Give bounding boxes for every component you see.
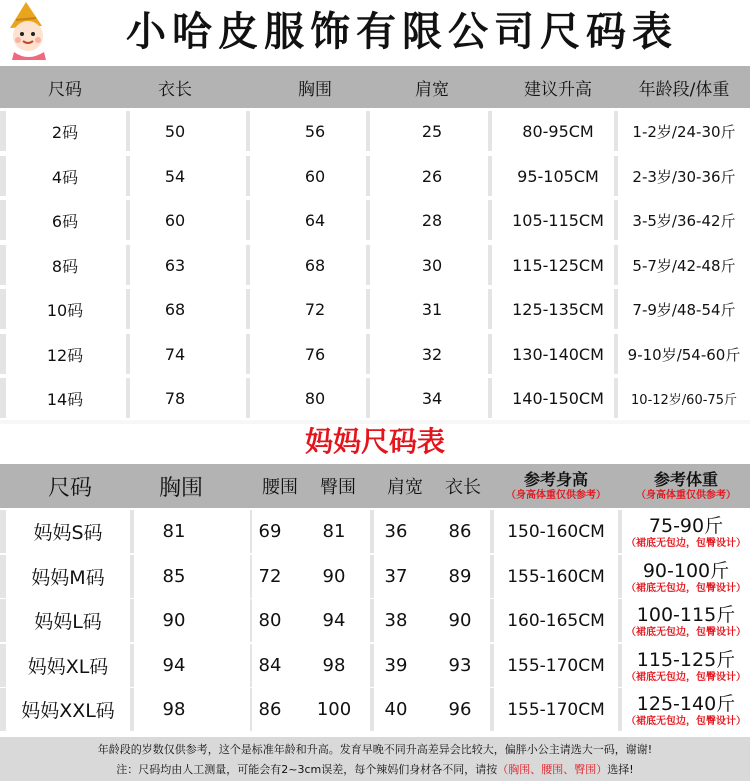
mom-weight-note: （裙底无包边，包臀设计） <box>626 715 746 727</box>
kids-table-cell: 60 <box>164 210 186 230</box>
mom-table-cell: 90 <box>162 610 186 631</box>
mom-table-cell: 81 <box>162 521 186 542</box>
kids-header-cell: 胸围 <box>298 79 332 100</box>
kids-header-row <box>0 66 750 108</box>
kids-table-row <box>0 378 750 418</box>
mom-header-cell: 腰围 <box>262 477 298 498</box>
mom-table-row <box>0 688 750 731</box>
kids-table-cell: 78 <box>164 388 186 408</box>
mom-header-label: 参考身高 <box>523 470 588 489</box>
mom-weight-value: 100-115斤 <box>636 603 736 626</box>
page-title: 小哈皮服饰有限公司尺码表 <box>126 8 678 55</box>
mom-header-cell <box>494 464 618 508</box>
mom-table-cell: 155-160CM <box>507 566 605 587</box>
mom-table-cell: 妈妈M码 <box>31 567 105 589</box>
mom-table-title: 妈妈尺码表 <box>304 425 445 458</box>
kids-table-cell: 32 <box>421 344 443 364</box>
footer-note-age: 年龄段的岁数仅供参考，这个是标准年龄和升高。发育早晚不同升高差异会比较大，偏胖小公主请选大一码，谢谢! <box>97 743 653 756</box>
kids-table-cell: 72 <box>304 299 326 319</box>
kids-table-cell: 125-135CM <box>512 299 604 319</box>
kids-table-cell: 30 <box>421 255 443 275</box>
mom-table-cell: 81 <box>322 521 346 542</box>
kids-table-cell: 34 <box>421 388 443 408</box>
mascot-icon <box>2 0 58 60</box>
mom-weight-cell <box>622 644 750 687</box>
mom-table-row <box>0 644 750 687</box>
mom-weight-note: （裙底无包边，包臀设计） <box>626 626 746 638</box>
mom-weight-cell <box>622 555 750 598</box>
mom-table-cell: 100 <box>316 699 352 720</box>
mom-table-cell: 69 <box>258 521 282 542</box>
mom-table-cell: 94 <box>322 610 346 631</box>
kids-table-cell: 76 <box>304 344 326 364</box>
kids-table-cell: 10码 <box>46 300 84 320</box>
mom-table-cell: 37 <box>384 566 408 587</box>
mom-weight-note: （裙底无包边，包臀设计） <box>626 537 746 549</box>
footer-note-prefix: 注：尺码均由人工测量，可能会有2~3cm误差，每个辣妈们身材各不同，请按 <box>116 763 498 776</box>
kids-table-cell: 31 <box>421 299 443 319</box>
kids-table-cell: 105-115CM <box>512 210 604 230</box>
mom-header-cell: 衣长 <box>445 477 481 498</box>
mom-weight-value: 75-90斤 <box>648 514 724 537</box>
mom-table-cell: 妈妈XXL码 <box>21 700 115 722</box>
kids-table-cell: 9-10岁/54-60斤 <box>627 345 741 364</box>
kids-table-cell: 50 <box>164 121 186 141</box>
kids-table-cell: 74 <box>164 344 186 364</box>
mom-table-cell: 40 <box>384 699 408 720</box>
kids-table-cell: 7-9岁/48-54斤 <box>632 300 736 319</box>
kids-table-row <box>0 156 750 196</box>
mom-table-cell: 36 <box>384 521 408 542</box>
mom-header-cell: 胸围 <box>158 475 203 501</box>
kids-header-cell: 衣长 <box>158 79 192 100</box>
kids-table-row <box>0 111 750 151</box>
kids-table-cell: 80-95CM <box>522 121 594 141</box>
mom-header-label: 参考体重 <box>653 470 718 489</box>
mom-header-cell <box>622 464 750 508</box>
mom-table-cell: 96 <box>448 699 472 720</box>
mom-header-row <box>0 464 750 508</box>
kids-table-row <box>0 334 750 374</box>
kids-table-cell: 10-12岁/60-75斤 <box>631 392 737 408</box>
mom-table-cell: 妈妈L码 <box>34 611 102 633</box>
mom-table-cell: 93 <box>448 655 472 676</box>
kids-table-cell: 14码 <box>46 389 84 409</box>
mom-table-cell: 86 <box>258 699 282 720</box>
mom-header-cell: 臀围 <box>320 477 356 498</box>
kids-table-cell: 3-5岁/36-42斤 <box>632 211 736 230</box>
mom-table-cell: 90 <box>322 566 346 587</box>
mom-table-cell: 86 <box>448 521 472 542</box>
footer-note-measure <box>0 761 750 777</box>
mom-table-cell: 84 <box>258 655 282 676</box>
mom-table-row <box>0 510 750 553</box>
mom-header-note: （身高体重仅供参考） <box>506 490 606 501</box>
kids-table-cell: 1-2岁/24-30斤 <box>632 122 736 141</box>
kids-table-cell: 68 <box>164 299 186 319</box>
mom-weight-cell <box>622 688 750 731</box>
mom-table-cell: 160-165CM <box>507 610 605 631</box>
footer-note-highlight: （胸围、腰围、臀围） <box>497 763 608 776</box>
kids-table-cell: 68 <box>304 255 326 275</box>
mom-table-cell: 150-160CM <box>507 521 605 542</box>
kids-table-cell: 4码 <box>51 167 79 187</box>
kids-table-cell: 56 <box>304 121 326 141</box>
kids-header-cell: 建议升高 <box>524 79 592 100</box>
header <box>0 0 750 62</box>
kids-table-cell: 8码 <box>51 256 79 276</box>
kids-table-cell: 2码 <box>51 122 79 142</box>
mom-table-cell: 妈妈XL码 <box>27 656 109 678</box>
kids-table-cell: 80 <box>304 388 326 408</box>
kids-table-cell: 95-105CM <box>517 166 599 186</box>
mom-table-cell: 39 <box>384 655 408 676</box>
mom-weight-value: 115-125斤 <box>636 648 736 671</box>
mom-weight-value: 90-100斤 <box>642 559 730 582</box>
mom-table-cell: 72 <box>258 566 282 587</box>
footer-notes <box>0 737 750 781</box>
mom-weight-cell <box>622 510 750 553</box>
kids-table-cell: 26 <box>421 166 443 186</box>
mom-weight-note: （裙底无包边，包臀设计） <box>626 671 746 683</box>
mom-table-cell: 妈妈S码 <box>33 522 103 544</box>
mom-table-cell: 90 <box>448 610 472 631</box>
mom-header-cell: 肩宽 <box>387 477 423 498</box>
kids-table-cell: 63 <box>164 255 186 275</box>
kids-header-cell: 年龄段/体重 <box>638 79 730 100</box>
kids-table-cell: 6码 <box>51 211 79 231</box>
kids-table-cell: 130-140CM <box>512 344 604 364</box>
mom-table-cell: 85 <box>162 566 186 587</box>
kids-header-cell: 肩宽 <box>415 79 449 100</box>
kids-table-cell: 64 <box>304 210 326 230</box>
kids-table-row <box>0 289 750 329</box>
mom-weight-note: （裙底无包边，包臀设计） <box>626 582 746 594</box>
mom-table-cell: 89 <box>448 566 472 587</box>
kids-table-cell: 2-3岁/30-36斤 <box>632 167 736 186</box>
kids-table-cell: 25 <box>421 121 443 141</box>
mom-weight-cell <box>622 599 750 642</box>
footer-note-suffix: 选择! <box>607 763 634 776</box>
kids-header-cell: 尺码 <box>48 79 82 100</box>
mom-table-cell: 98 <box>162 699 186 720</box>
kids-table-cell: 28 <box>421 210 443 230</box>
kids-table-row <box>0 200 750 240</box>
kids-table-row <box>0 245 750 285</box>
kids-table-cell: 60 <box>304 166 326 186</box>
mom-table-cell: 155-170CM <box>507 699 605 720</box>
mom-table-row <box>0 555 750 598</box>
mom-header-cell: 尺码 <box>47 475 92 501</box>
mom-table-row <box>0 599 750 642</box>
mom-table-cell: 80 <box>258 610 282 631</box>
mom-table-cell: 38 <box>384 610 408 631</box>
kids-table-cell: 140-150CM <box>512 388 604 408</box>
kids-table-cell: 115-125CM <box>512 255 604 275</box>
mom-header-note: （身高体重仅供参考） <box>636 490 736 501</box>
kids-table-cell: 5-7岁/42-48斤 <box>632 256 736 275</box>
mom-table-cell: 94 <box>162 655 186 676</box>
kids-table-cell: 12码 <box>46 345 84 365</box>
mom-table-cell: 155-170CM <box>507 655 605 676</box>
mom-table-cell: 98 <box>322 655 346 676</box>
kids-table-cell: 54 <box>164 166 186 186</box>
mom-weight-value: 125-140斤 <box>636 692 736 715</box>
